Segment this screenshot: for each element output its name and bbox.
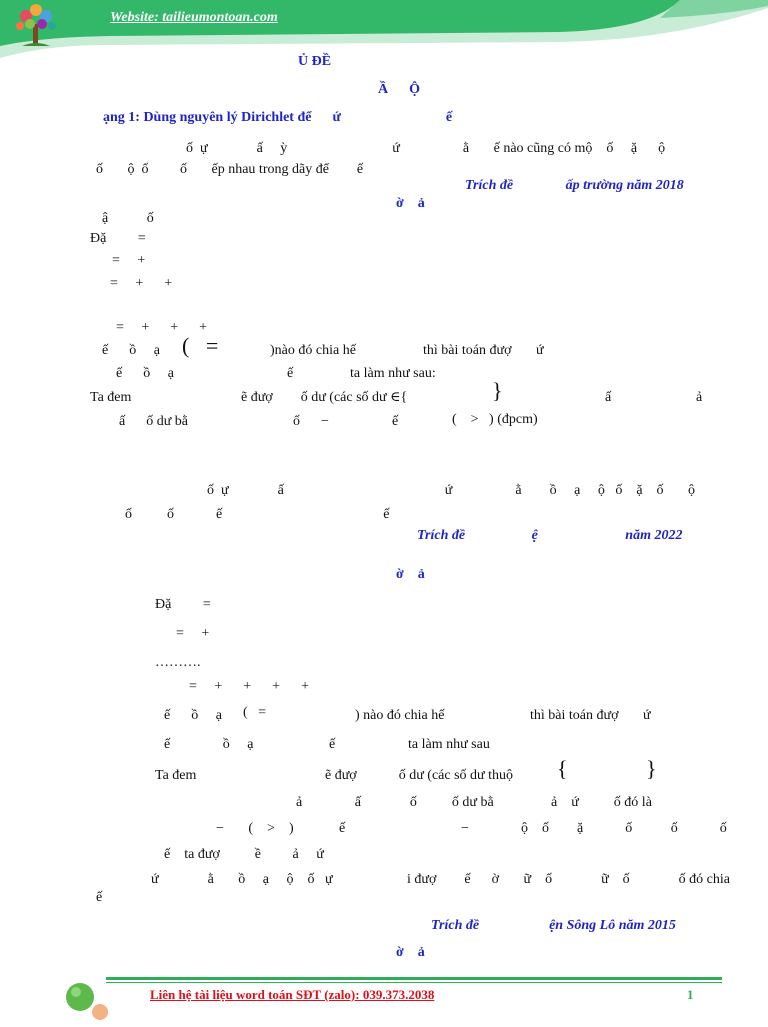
problem2-answer-heading: ờ ả xyxy=(396,567,425,582)
answer1-line9-end: ( > ) (đpcm) xyxy=(452,412,538,427)
answer2-line7-open: { xyxy=(557,756,568,781)
problem2-line1: ố ự ấ ứ ằ ồ ạ ộ ố ặ ố ộ xyxy=(207,483,696,498)
page-number: 1 xyxy=(687,987,694,1002)
answer1-line6-text: )nào đó chia hế xyxy=(270,343,356,358)
answer1-line6: ế ồ ạ xyxy=(102,343,160,358)
problem1-answer-heading: ờ ả xyxy=(396,196,425,211)
answer1-line3: = + xyxy=(112,253,146,268)
problem3-answer-heading: ờ ả xyxy=(396,945,425,960)
answer2-line9-d: ộ ố ặ ố ố ố xyxy=(521,821,727,836)
answer2-line5: ế ồ ạ xyxy=(164,708,222,723)
header-band xyxy=(0,0,768,60)
answer2-line10: ế ta đượ ề ả ứ xyxy=(164,847,324,862)
problem3-source: Trích đề ện Sông Lô năm 2015 xyxy=(431,918,676,933)
answer1-line7: ế ồ ạ xyxy=(116,366,174,381)
answer1-line6-paren: ( = xyxy=(182,333,219,358)
answer1-line5: = + + + xyxy=(116,320,208,335)
problem3-line2: ế xyxy=(96,890,103,905)
answer2-line7: Ta đem xyxy=(155,768,197,783)
answer2-line5-text: ) nào đó chia hế xyxy=(355,708,445,723)
website-link[interactable]: Website: tailieumontoan.com xyxy=(110,10,278,25)
answer1-line8-c: ấ xyxy=(605,390,612,405)
answer2-line4: = + + + + xyxy=(189,679,309,694)
footer-rule-thick xyxy=(106,977,722,980)
answer2-line5-paren: ( = xyxy=(243,705,267,720)
answer1-line4: = + + xyxy=(110,276,173,291)
answer1-line7-mid: ế xyxy=(287,366,294,381)
doc-title: Ủ ĐỀ xyxy=(298,54,332,69)
answer2-line2: = + xyxy=(176,626,210,641)
answer1-line6-end: thì bài toán đượ ứ xyxy=(423,343,544,358)
problem1-line1: ố ự ấ ỳ ứ ằ ế nào cũng có mộ ố ặ ộ xyxy=(186,141,666,156)
footer-rule-thin xyxy=(106,982,722,983)
answer2-line9-b: ế xyxy=(339,821,346,836)
answer1-line9-mid: ố − xyxy=(293,414,329,429)
answer2-line6-mid: ế xyxy=(329,737,336,752)
answer2-line8-end: ả ứ ố đó là xyxy=(551,795,652,810)
answer1-line8: Ta đem xyxy=(90,390,132,405)
answer2-line5-end: thì bài toán đượ ứ xyxy=(530,708,651,723)
answer1-line8-mid: ẽ đượ ố dư (các số dư ∈{ xyxy=(241,390,408,405)
problem2-line2: ố ố ế ế xyxy=(125,507,390,522)
answer1-line9: ấ ố dư bằ xyxy=(119,414,189,429)
answer1-line7-end: ta làm như sau: xyxy=(350,366,436,381)
answer2-line8: ả ấ ố ố dư bằ xyxy=(296,795,494,810)
answer2-line7-mid: ẽ đượ ố dư (các số dư thuộ xyxy=(325,768,514,783)
answer1-line9-c: ế xyxy=(392,414,399,429)
problem1-source: Trích đề ấp trường năm 2018 xyxy=(465,178,684,193)
section-heading: ạng 1: Dùng nguyên lý Dirichlet để ứ ế xyxy=(103,110,453,125)
answer2-line1: Đặ = xyxy=(155,597,211,612)
problem3-line1: ứ ằ ồ ạ ộ ố ự xyxy=(151,872,333,887)
answer1-line1: ậ ố xyxy=(102,211,154,226)
footer-contact[interactable]: Liên hệ tài liệu word toán SĐT (zalo): 039.373.2038 xyxy=(150,987,435,1002)
answer1-line8-d: ả xyxy=(696,390,703,405)
problem3-line1-end: i đượ ế ờ ữ ố ữ ố ố đó chia xyxy=(407,872,730,887)
answer2-line9: − ( > ) xyxy=(216,821,294,836)
problem1-line2: ố ộ ố ố ếp nhau trong dãy để ế xyxy=(96,162,364,177)
doc-subtitle: Ầ Ộ xyxy=(378,82,420,97)
tree-logo xyxy=(8,2,64,50)
answer2-line6: ế ồ ạ xyxy=(164,737,254,752)
problem2-source: Trích đề ệ năm 2022 xyxy=(417,528,683,543)
answer2-line6-end: ta làm như sau xyxy=(408,737,490,752)
answer2-line7-close: } xyxy=(646,756,657,781)
footer-bubble-icon xyxy=(62,982,112,1027)
answer1-line8-brace: } xyxy=(492,378,503,403)
answer1-line2: Đặ = xyxy=(90,231,146,246)
answer2-line9-c: − xyxy=(461,821,469,836)
answer2-line3: ………. xyxy=(155,655,201,670)
